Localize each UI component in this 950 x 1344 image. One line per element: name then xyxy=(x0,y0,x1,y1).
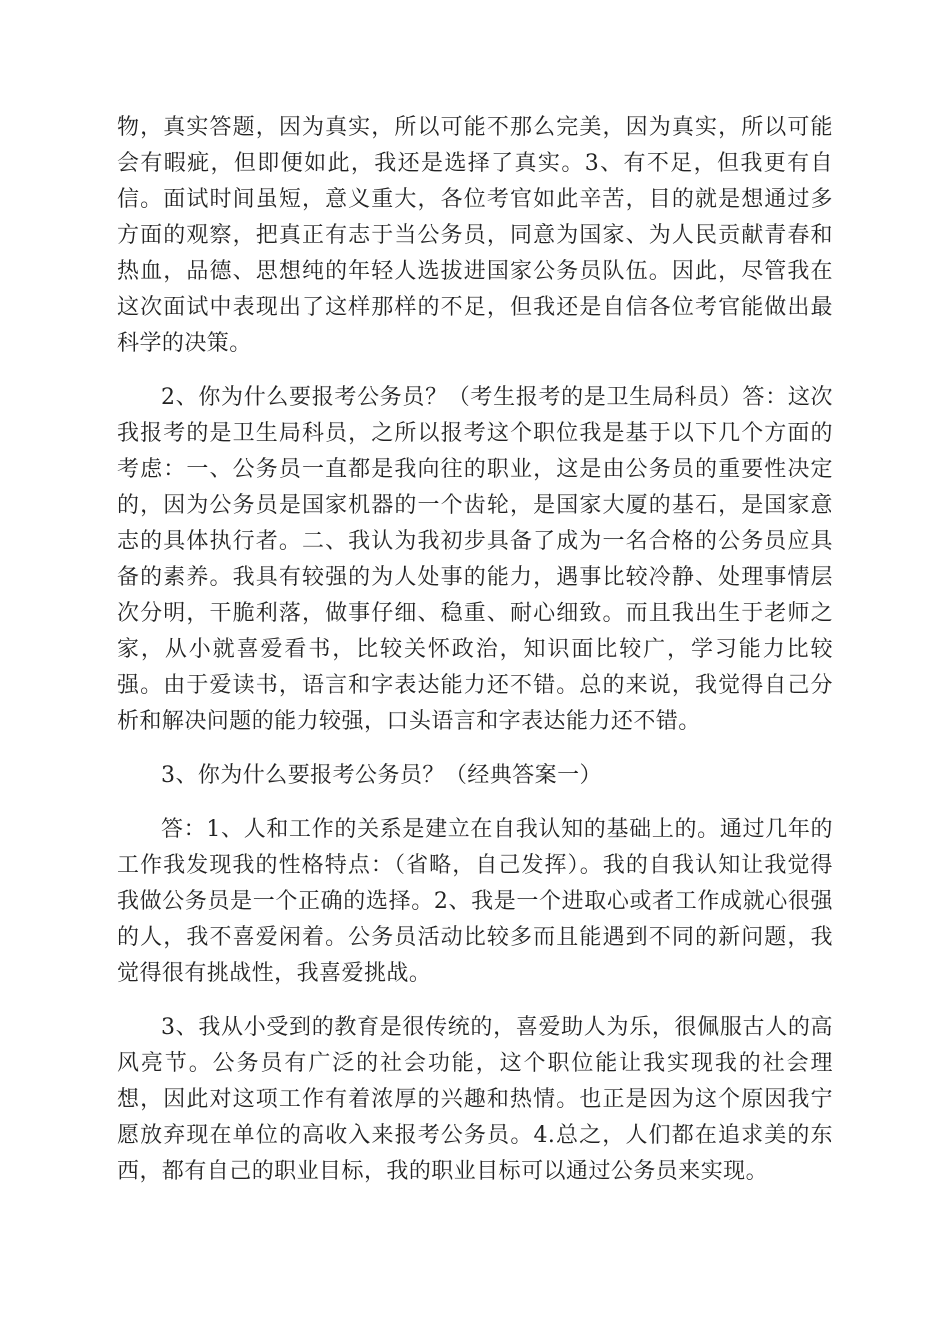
paragraph-question-2: 2、你为什么要报考公务员？（考生报考的是卫生局科员）答：这次我报考的是卫生局科员，之所以报考这个职位我是基于以下几个方面的考虑：一、公务员一直都是我向往的职业，这是由公务员的重要性决定的，因为公务员是国家机器的一个齿轮，是国家大厦的基石，是国家意志的具体执行者。二、我认为我初步具备了成为一名合格的公务员应具备的素养。我具有较强的为人处事的能力，遇事比较冷静、处理事情层次分明，干脆利落，做事仔细、稳重、耐心细致。而且我出生于老师之家，从小就喜爱看书，比较关怀政治，知识面比较广，学习能力比较强。由于爱读书，语言和字表达能力还不错。总的来说，我觉得自己分析和解决问题的能力较强，口头语言和字表达能力还不错。 xyxy=(117,385,833,734)
paragraph-question-3-heading: 3、你为什么要报考公务员？（经典答案一） xyxy=(161,763,602,788)
paragraph-answer-3: 3、我从小受到的教育是很传统的，喜爱助人为乐，很佩服古人的高风亮节。公务员有广泛的社会功能，这个职位能让我实现我的社会理想，因此对这项工作有着浓厚的兴趣和热情。也正是因为这个原因我宁愿放弃现在单位的高收入来报考公务员。4.总之，人们都在追求美的东西，都有自己的职业目标，我的职业目标可以通过公务员来实现。 xyxy=(117,1015,833,1184)
document-body xyxy=(117,110,833,1208)
paragraph-answer-1: 答：1、人和工作的关系是建立在自我认知的基础上的。通过几年的工作我发现我的性格特点：（省略，自己发挥）。我的自我认知让我觉得我做公务员是一个正确的选择。2、我是一个进取心或者工作成就心很强的人，我不喜爱闲着。公务员活动比较多而且能遇到不同的新问题，我觉得很有挑战性，我喜爱挑战。 xyxy=(117,817,833,986)
paragraph-continuation: 物，真实答题，因为真实，所以可能不那么完美，因为真实，所以可能会有暇疵，但即便如此，我还是选择了真实。3、有不足，但我更有自信。面试时间虽短，意义重大，各位考官如此辛苦，目的就是想通过多方面的观察，把真正有志于当公务员，同意为国家、为人民贡献青春和热血，品德、思想纯的年轻人选拔进国家公务员队伍。因此，尽管我在这次面试中表现出了这样那样的不足，但我还是自信各位考官能做出最科学的决策。 xyxy=(117,115,833,356)
